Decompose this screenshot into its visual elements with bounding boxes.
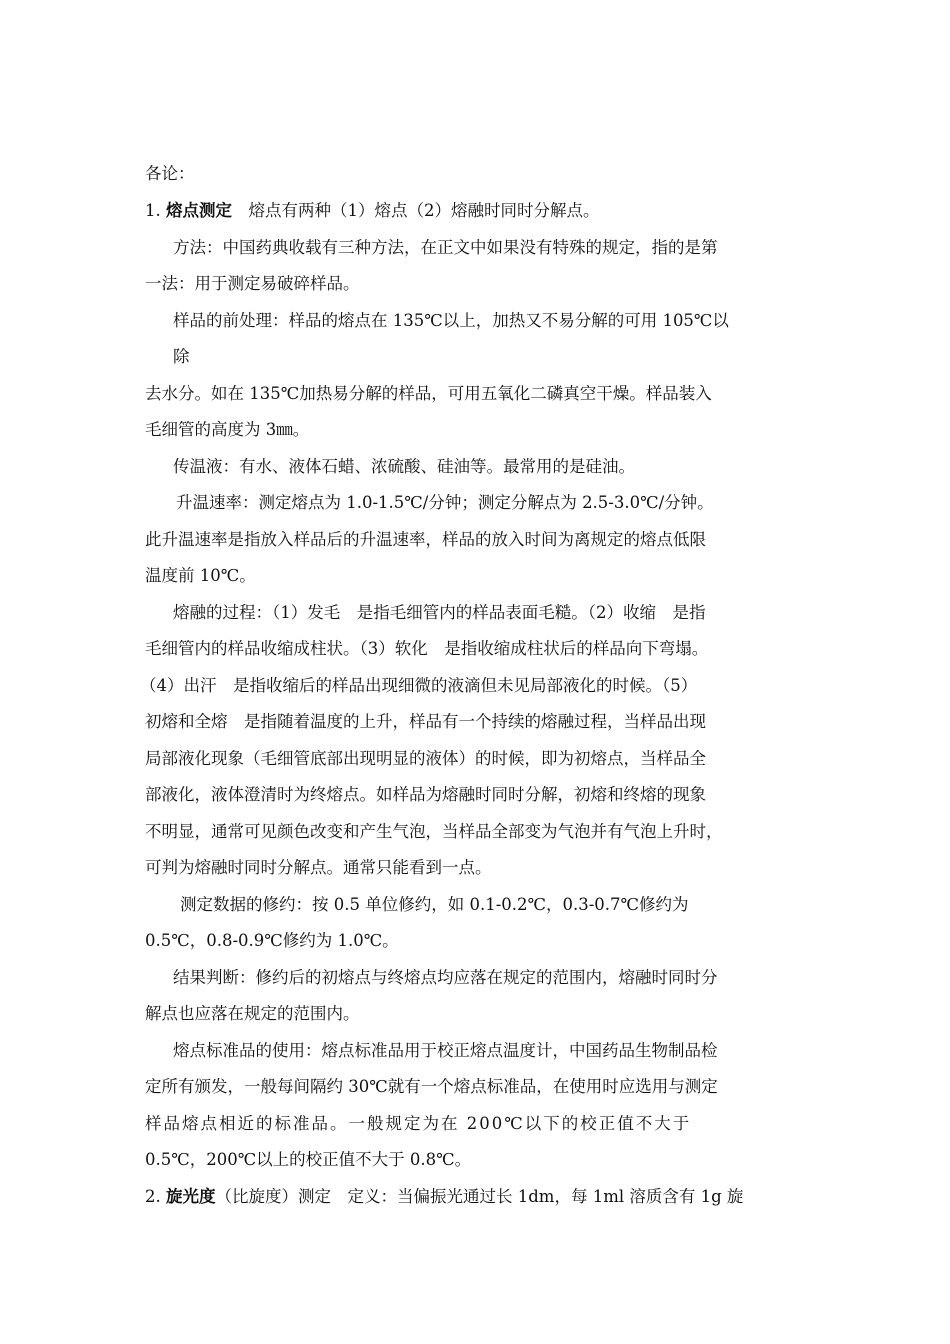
item-1-heading-line [145,200,600,222]
paragraph-line: 0.5℃，200℃以上的校正值不大于 0.8℃。 [145,1150,472,1169]
paragraph-line: 定所有颁发，一般每间隔约 30℃就有一个熔点标准品，在使用时应选用与测定 [145,1077,718,1096]
paragraph-line: （4）出汗 是指收缩后的样品出现细微的液滴但未见局部液化的时候。（5） [140,676,698,695]
paragraph-line: 结果判断：修约后的初熔点与终熔点均应落在规定的范围内，熔融时同时分 [173,968,718,987]
paragraph-line: 不明显，通常可见颜色改变和产生气泡，当样品全部变为气泡并有气泡上升时， [145,822,723,841]
paragraph-line: 毛细管的高度为 3㎜。 [145,420,310,439]
paragraph-line: 除 [173,347,190,366]
item-1-heading: 熔点测定 [166,201,232,220]
paragraph-line: 0.5℃，0.8-0.9℃修约为 1.0℃。 [145,931,399,950]
paragraph-line: 部液化，液体澄清时为终熔点。如样品为熔融时同时分解，初熔和终熔的现象 [145,785,706,804]
paragraph-line: 一法：用于测定易破碎样品。 [145,274,360,293]
paragraph-line: 样品的前处理：样品的熔点在 135℃以上，加热又不易分解的可用 105℃以 [173,311,729,330]
paragraph-line: 传温液：有水、液体石蜡、浓硫酸、硅油等。最常用的是硅油。 [173,457,635,476]
paragraph-line: 去水分。如在 135℃加热易分解的样品，可用五氧化二磷真空干燥。样品装入 [145,384,712,403]
paragraph-line: 解点也应落在规定的范围内。 [145,1004,360,1023]
paragraph-line: 可判为熔融时同时分解点。通常只能看到一点。 [145,858,492,877]
item-1-number: 1. [145,201,166,220]
paragraph-line: 熔点标准品的使用：熔点标准品用于校正熔点温度计，中国药品生物制品检 [173,1041,718,1060]
paragraph-line: 测定数据的修约：按 0.5 单位修约，如 0.1-0.2℃，0.3-0.7℃修约为 [180,895,689,914]
item-2-intro: 定义：当偏振光通过长 1dm，每 1ml 溶质含有 1g 旋 [331,1187,744,1206]
paragraph-line: 方法：中国药典收载有三种方法，在正文中如果没有特殊的规定，指的是第 [173,238,718,257]
paragraph-line: 毛细管内的样品收缩成柱状。（3）软化 是指收缩成柱状后的样品向下弯塌。 [145,639,709,658]
paragraph-line: 样品熔点相近的标准品。一般规定为在 200℃以下的校正值不大于 [145,1114,692,1133]
paragraph-line: 初熔和全熔 是指随着温度的上升，样品有一个持续的熔融过程，当样品出现 [145,712,706,731]
item-2-heading-line [145,1186,743,1208]
item-2-number: 2. [145,1187,166,1206]
paragraph-line: 此升温速率是指放入样品后的升温速率，样品的放入时间为离规定的熔点低限 [145,530,706,549]
item-1-intro: 熔点有两种（1）熔点（2）熔融时同时分解点。 [248,201,600,220]
item-2-paren: （比旋度）测定 [215,1187,331,1206]
item-2-heading: 旋光度 [166,1187,216,1206]
paragraph-line: 熔融的过程：（1）发毛 是指毛细管内的样品表面毛糙。（2）收缩 是指 [173,603,706,622]
paragraph-line: 局部液化现象（毛细管底部出现明显的液体）的时候，即为初熔点，当样品全 [145,749,706,768]
paragraph-line: 温度前 10℃。 [145,566,256,585]
paragraph-line: 升温速率：测定熔点为 1.0-1.5℃/分钟；测定分解点为 2.5-3.0℃/分钟。 [176,493,714,512]
section-title: 各论： [145,164,195,183]
